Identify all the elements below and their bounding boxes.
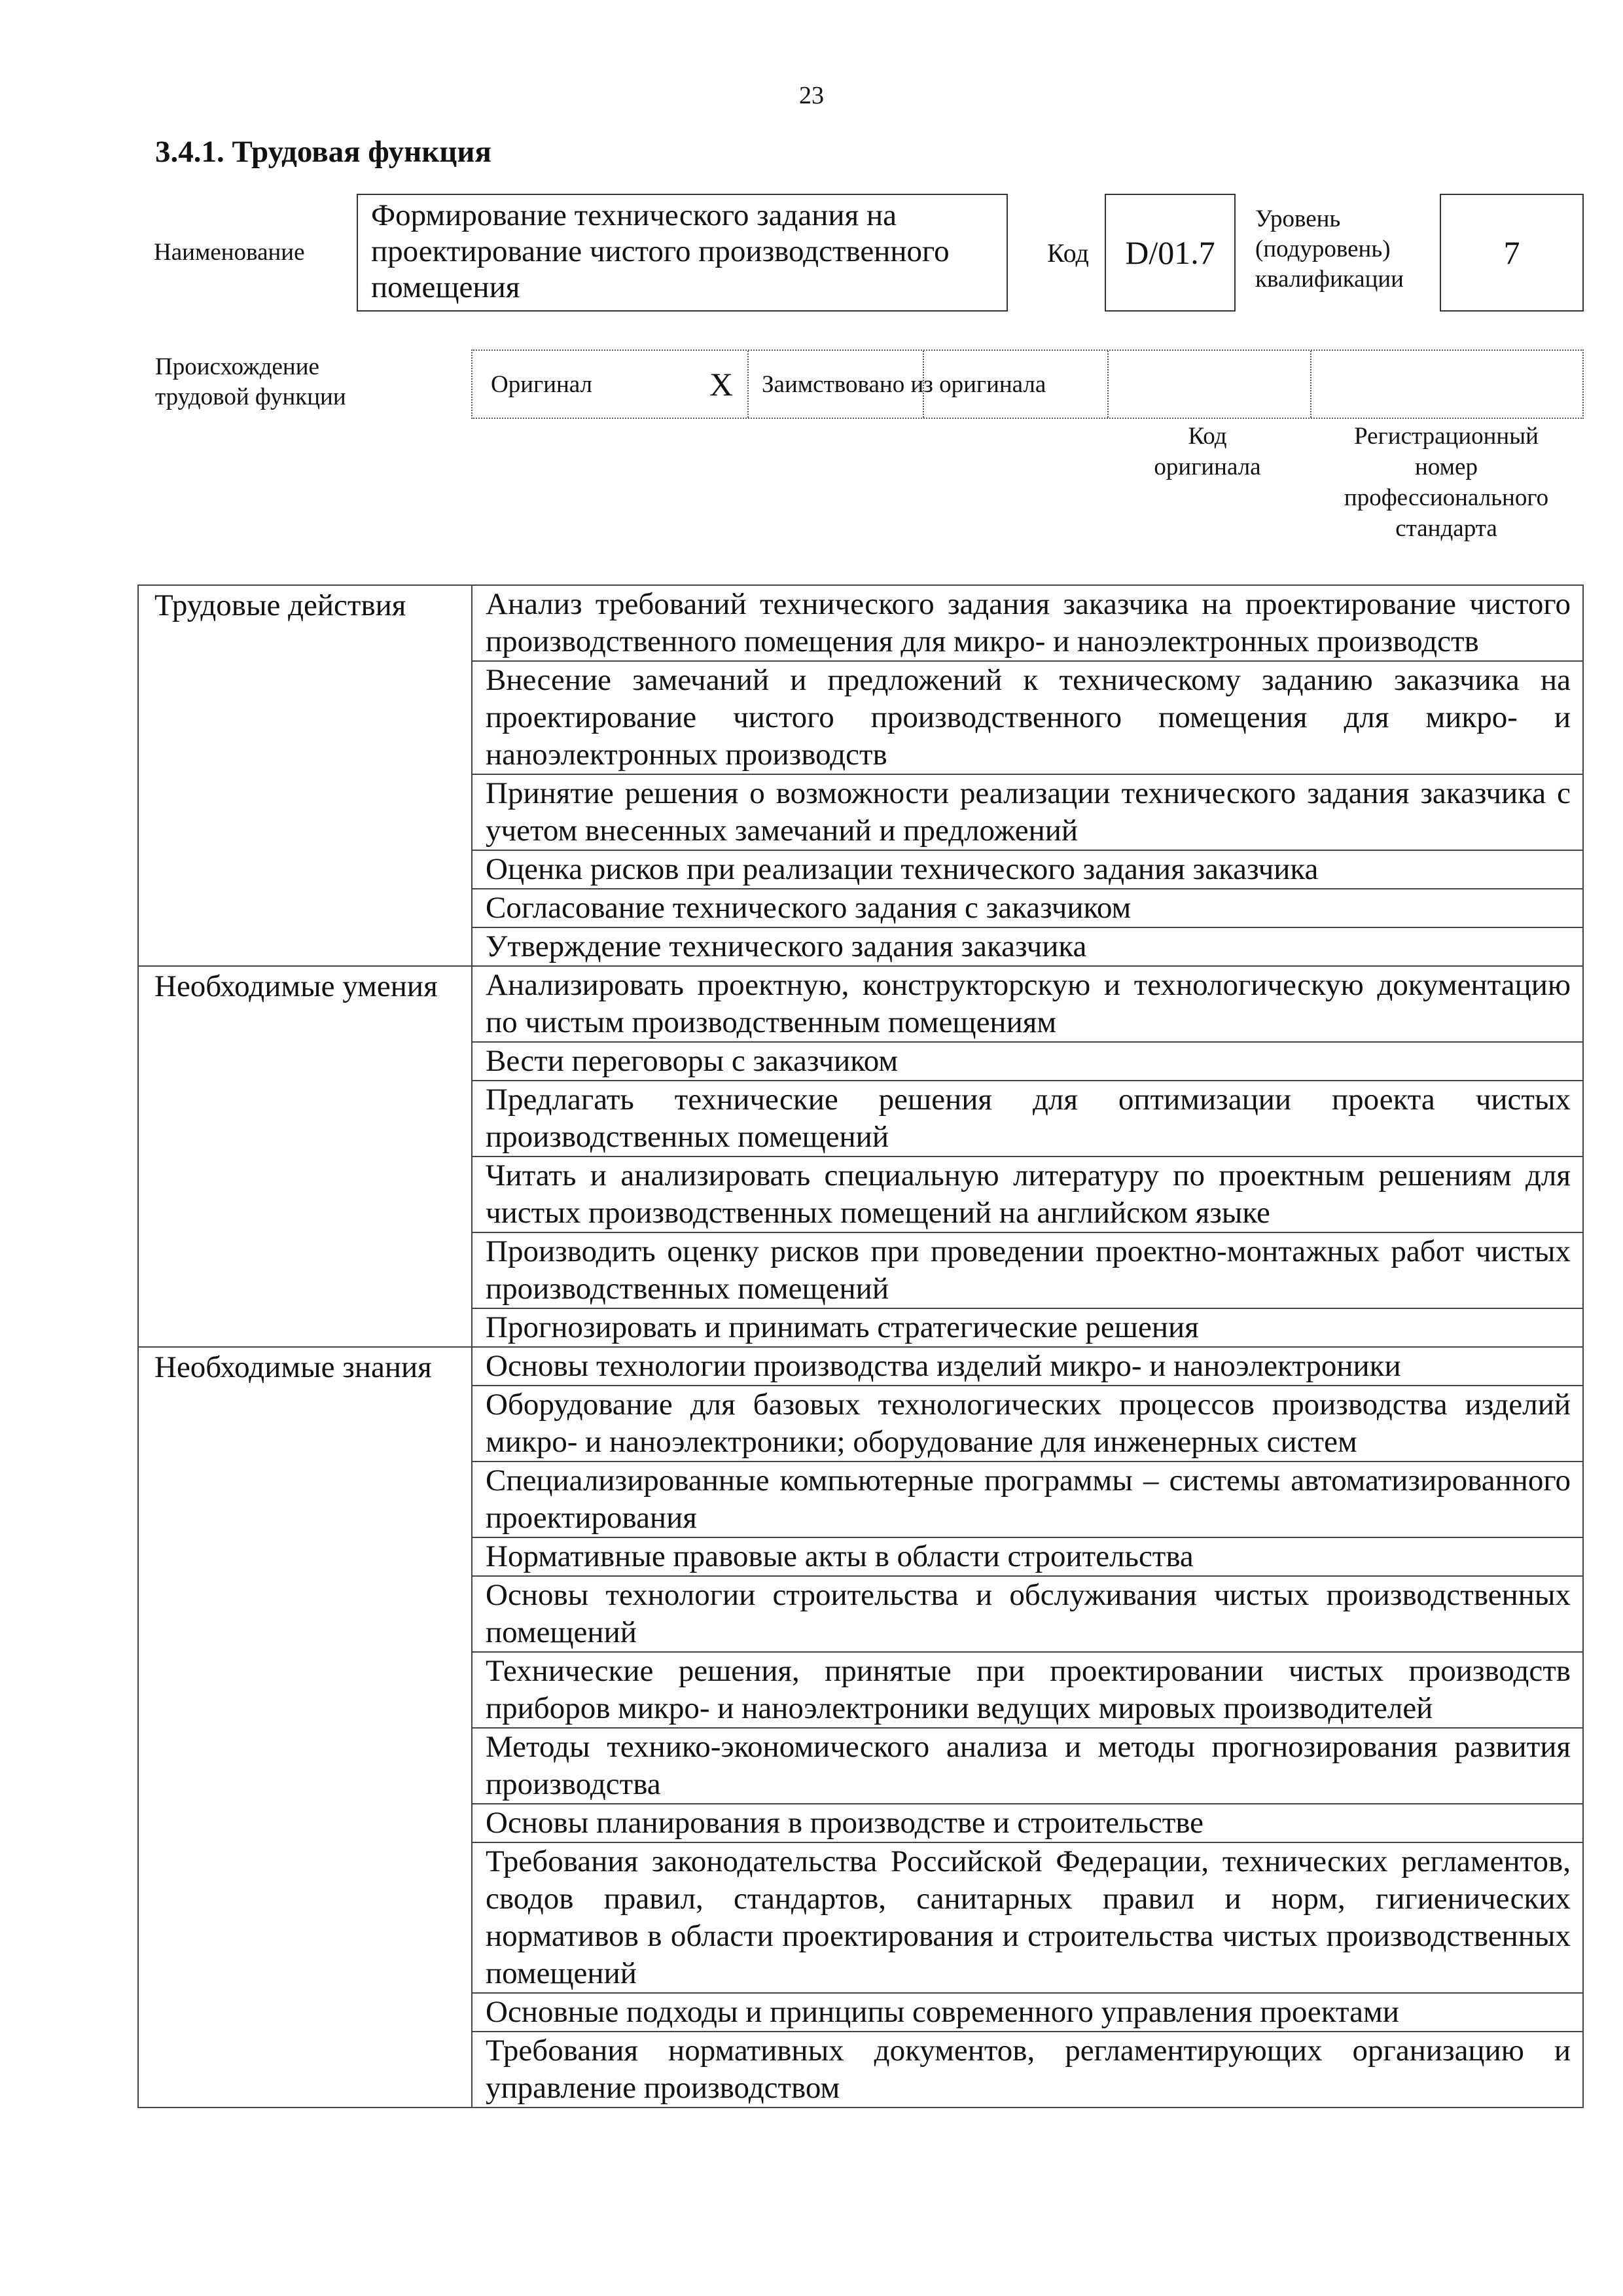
caption-line: стандарта	[1395, 515, 1497, 542]
origin-borrowed-label: Заимствовано из оригинала	[747, 351, 924, 418]
section-item-cell: Производить оценку рисков при проведении проектно-монтажных работ чистых производственных помещений	[472, 1232, 1583, 1308]
original-code-caption	[1106, 421, 1309, 482]
level-label-line: (подуровень)	[1255, 236, 1391, 262]
caption-line: номер	[1415, 454, 1478, 480]
origin-label-line: трудовой функции	[155, 384, 346, 410]
origin-reg-cell	[1310, 351, 1585, 418]
section-item-cell: Нормативные правовые акты в области строительства	[472, 1537, 1583, 1576]
section-item-cell: Принятие решения о возможности реализации технического задания заказчика с учетом внесенных замечаний и предложений	[472, 774, 1583, 850]
section-category-cell: Необходимые знания	[138, 1347, 472, 2108]
section-item-cell: Основные подходы и принципы современного управления проектами	[472, 1993, 1583, 2032]
section-item-cell: Вести переговоры с заказчиком	[472, 1042, 1583, 1081]
section-item-cell: Технические решения, принятые при проектировании чистых производств приборов микро- и наноэлектроники ведущих мировых производителей	[472, 1652, 1583, 1728]
section-item-cell: Основы технологии строительства и обслуживания чистых производственных помещений	[472, 1576, 1583, 1652]
registration-number-caption	[1309, 421, 1584, 544]
section-item-cell: Оценка рисков при реализации технического задания заказчика	[472, 850, 1583, 889]
qualification-level-box: 7	[1440, 194, 1584, 312]
section-item-cell: Требования нормативных документов, регламентирующих организацию и управление производством	[472, 2032, 1583, 2108]
section-item-cell: Основы планирования в производстве и строительстве	[472, 1804, 1583, 1842]
section-category-cell: Необходимые умения	[138, 966, 472, 1347]
table-row	[138, 966, 1583, 1042]
table-row	[138, 1347, 1583, 1386]
section-item-cell: Прогнозировать и принимать стратегические решения	[472, 1308, 1583, 1347]
origin-code-cell	[1107, 351, 1310, 418]
caption-line: профессионального	[1344, 484, 1549, 511]
origin-table	[471, 350, 1584, 419]
caption-line: Регистрационный	[1354, 423, 1539, 450]
section-item-cell: Оборудование для базовых технологических процессов производства изделий микро- и наноэлектроники; оборудование для инженерных систем	[472, 1386, 1583, 1462]
section-item-cell: Внесение замечаний и предложений к техническому заданию заказчика на проектирование чистого производственного помещения для микро- и наноэлектронных производств	[472, 661, 1583, 774]
qualification-level-label	[1255, 204, 1404, 295]
section-item-cell: Специализированные компьютерные программы – системы автоматизированного проектирования	[472, 1462, 1583, 1537]
function-name-box: Формирование технического задания на проектирование чистого производственного помещения	[357, 194, 1008, 312]
section-item-cell: Читать и анализировать специальную литературу по проектным решениям для чистых производственных помещений на английском языке	[472, 1157, 1583, 1232]
section-category-cell: Трудовые действия	[138, 585, 472, 966]
section-title: 3.4.1. Трудовая функция	[155, 135, 491, 169]
function-details-table	[137, 584, 1584, 2108]
page-number: 23	[799, 82, 824, 109]
caption-line: Код	[1188, 423, 1227, 450]
origin-original-label: Оригинал	[491, 370, 593, 398]
code-value-box: D/01.7	[1105, 194, 1236, 312]
origin-label-line: Происхождение	[155, 353, 319, 380]
table-row	[138, 585, 1583, 661]
origin-original-mark: X	[709, 366, 734, 403]
section-item-cell: Предлагать технические решения для оптимизации проекта чистых производственных помещений	[472, 1081, 1583, 1157]
level-label-line: квалификации	[1255, 266, 1404, 293]
section-item-cell: Методы технико-экономического анализа и методы прогнозирования развития производства	[472, 1728, 1583, 1804]
name-label: Наименование	[154, 239, 305, 266]
section-item-cell: Утверждение технического задания заказчика	[472, 927, 1583, 966]
section-item-cell: Анализировать проектную, конструкторскую и технологическую документацию по чистым производственным помещениям	[472, 966, 1583, 1042]
level-label-line: Уровень	[1255, 206, 1341, 232]
code-label: Код	[1047, 238, 1089, 268]
section-item-cell: Основы технологии производства изделий микро- и наноэлектроники	[472, 1347, 1583, 1386]
origin-label	[155, 352, 346, 412]
section-item-cell: Анализ требований технического задания заказчика на проектирование чистого производственного помещения для микро- и наноэлектронных производств	[472, 585, 1583, 661]
section-item-cell: Согласование технического задания с заказчиком	[472, 889, 1583, 927]
section-item-cell: Требования законодательства Российской Федерации, технических регламентов, сводов правил, стандартов, санитарных правил и норм, гигиенических нормативов в области проектирования и строительства чистых производственных помещений	[472, 1842, 1583, 1993]
caption-line: оригинала	[1154, 454, 1261, 480]
